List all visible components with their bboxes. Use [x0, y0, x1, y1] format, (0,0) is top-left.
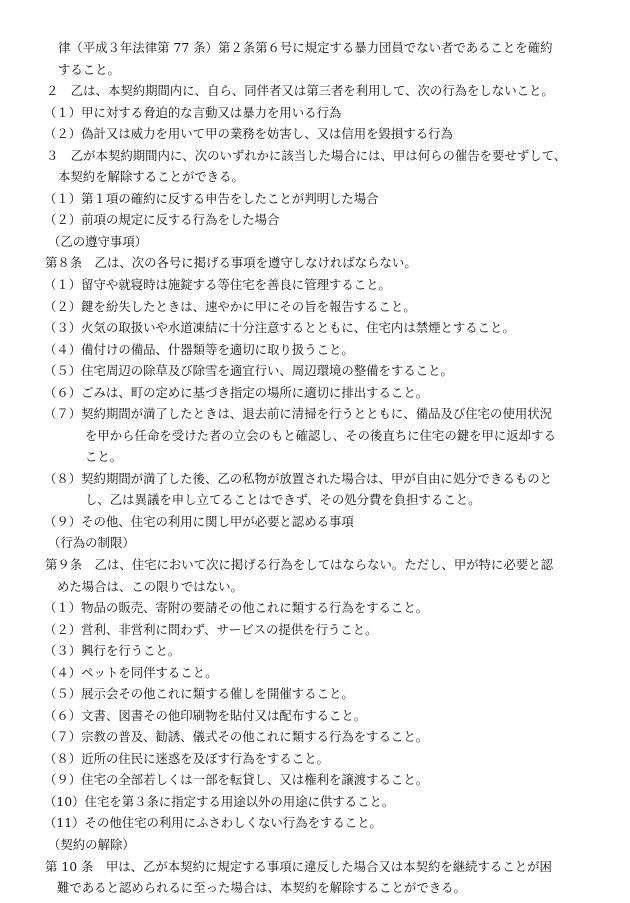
section-heading: （行為の制限） — [48, 535, 135, 551]
list-item: （９）住宅の全部若しくは一部を転貸し、又は権利を譲渡すること。 — [44, 772, 429, 788]
article-line: 第９条 乙は、住宅において次に掲げる行為をしてはならない。ただし、甲が特に必要と認 — [45, 556, 554, 572]
article-line-continuation: 難であると認められるに至った場合は、本契約を解除することができる。 — [57, 880, 466, 895]
list-item: （６）ごみは、町の定めに基づき指定の場所に適切に排出すること。 — [44, 384, 429, 400]
list-item: （８）契約期間が満了した後、乙の私物が放置された場合は、甲が自由に処分できるものと — [44, 470, 553, 486]
list-item: （１）甲に対する脅迫的な言動又は暴力を用いる行為 — [44, 104, 342, 120]
list-item: （５）展示会その他これに類する催しを開催すること。 — [44, 686, 354, 702]
section-heading: （契約の解除） — [48, 836, 135, 852]
list-item: （２）鍵を紛失したときは、速やかに甲にその旨を報告すること。 — [44, 298, 416, 314]
list-item: （８）近所の住民に迷惑を及ぼす行為をすること。 — [44, 750, 329, 766]
list-item: （11）その他住宅の利用にふさわしくない行為をすること。 — [44, 815, 382, 831]
paragraph-line: ３ 乙が本契約期間内に、次のいずれかに該当した場合には、甲は何らの催告を要せずして、 — [46, 147, 567, 163]
article-line: 第 10 条 甲は、乙が本契約に規定する事項に違反した場合又は本契約を継続することが困 — [45, 858, 552, 874]
list-item: （２）営利、非営利に問わず、サービスの提供を行うこと。 — [44, 621, 378, 637]
paragraph-line: すること。 — [58, 61, 120, 77]
list-item: （１）物品の販売、寄附の要請その他これに類する行為をすること。 — [44, 600, 429, 615]
list-item: （１）第１項の確約に反する申告をしたことが判明した場合 — [44, 190, 379, 206]
list-item: （10）住宅を第３条に指定する用途以外の用途に供すること。 — [44, 793, 395, 809]
list-item: （７）契約期間が満了したときは、退去前に清掃を行うとともに、備品及び住宅の使用状況 — [44, 406, 553, 422]
article-line: 第８条 乙は、次の各号に掲げる事項を遵守しなければならない。 — [45, 255, 417, 271]
list-item: （４）ペットを同伴すること。 — [44, 664, 218, 680]
list-item: （２）前項の規定に反する行為をした場合 — [44, 212, 280, 228]
list-item: （３）興行を行うこと。 — [44, 643, 181, 659]
list-item-continuation: し、乙は異議を申し立てることはできず、その処分費を負担すること。 — [85, 492, 481, 508]
section-heading: （乙の遵守事項） — [48, 233, 148, 249]
paragraph-line: ２ 乙は、本契約期間内に、自ら、同伴者又は第三者を利用して、次の行為をしないこと。 — [46, 83, 554, 99]
list-item-continuation: を甲から任命を受けた者の立会のもと確認し、その後直ちに住宅の鍵を甲に返却する — [85, 427, 556, 443]
list-item: （５）住宅周辺の除草及び除雪を適宜行い、周辺環境の整備をすること。 — [44, 363, 453, 379]
list-item: （７）宗教の普及、勧誘、儀式その他これに類する行為をすること。 — [44, 729, 429, 745]
list-item: （２）偽計又は威力を用いて甲の業務を妨害し、又は信用を毀損する行為 — [44, 126, 453, 142]
list-item: （１）留守や就寝時は施錠する等住宅を善良に管理すること。 — [44, 276, 391, 292]
list-item: （３）火気の取扱いや水道凍結に十分注意するとともに、住宅内は禁煙とすること。 — [44, 320, 515, 335]
paragraph-line: 律（平成３年法律第 77 条）第２条第６号に規定する暴力団員でない者であることを確約 — [58, 40, 553, 55]
list-item: （４）備付けの備品、什器類等を適切に取り扱うこと。 — [44, 341, 354, 357]
list-item-continuation: こと。 — [85, 449, 123, 465]
paragraph-line: 本契約を解除することができる。 — [58, 169, 244, 185]
article-line-continuation: めた場合は、この限りではない。 — [57, 578, 243, 594]
list-item: （６）文書、図書その他印刷物を貼付又は配布すること。 — [44, 707, 367, 723]
list-item: （９）その他、住宅の利用に関し甲が必要と認める事項 — [44, 513, 354, 529]
